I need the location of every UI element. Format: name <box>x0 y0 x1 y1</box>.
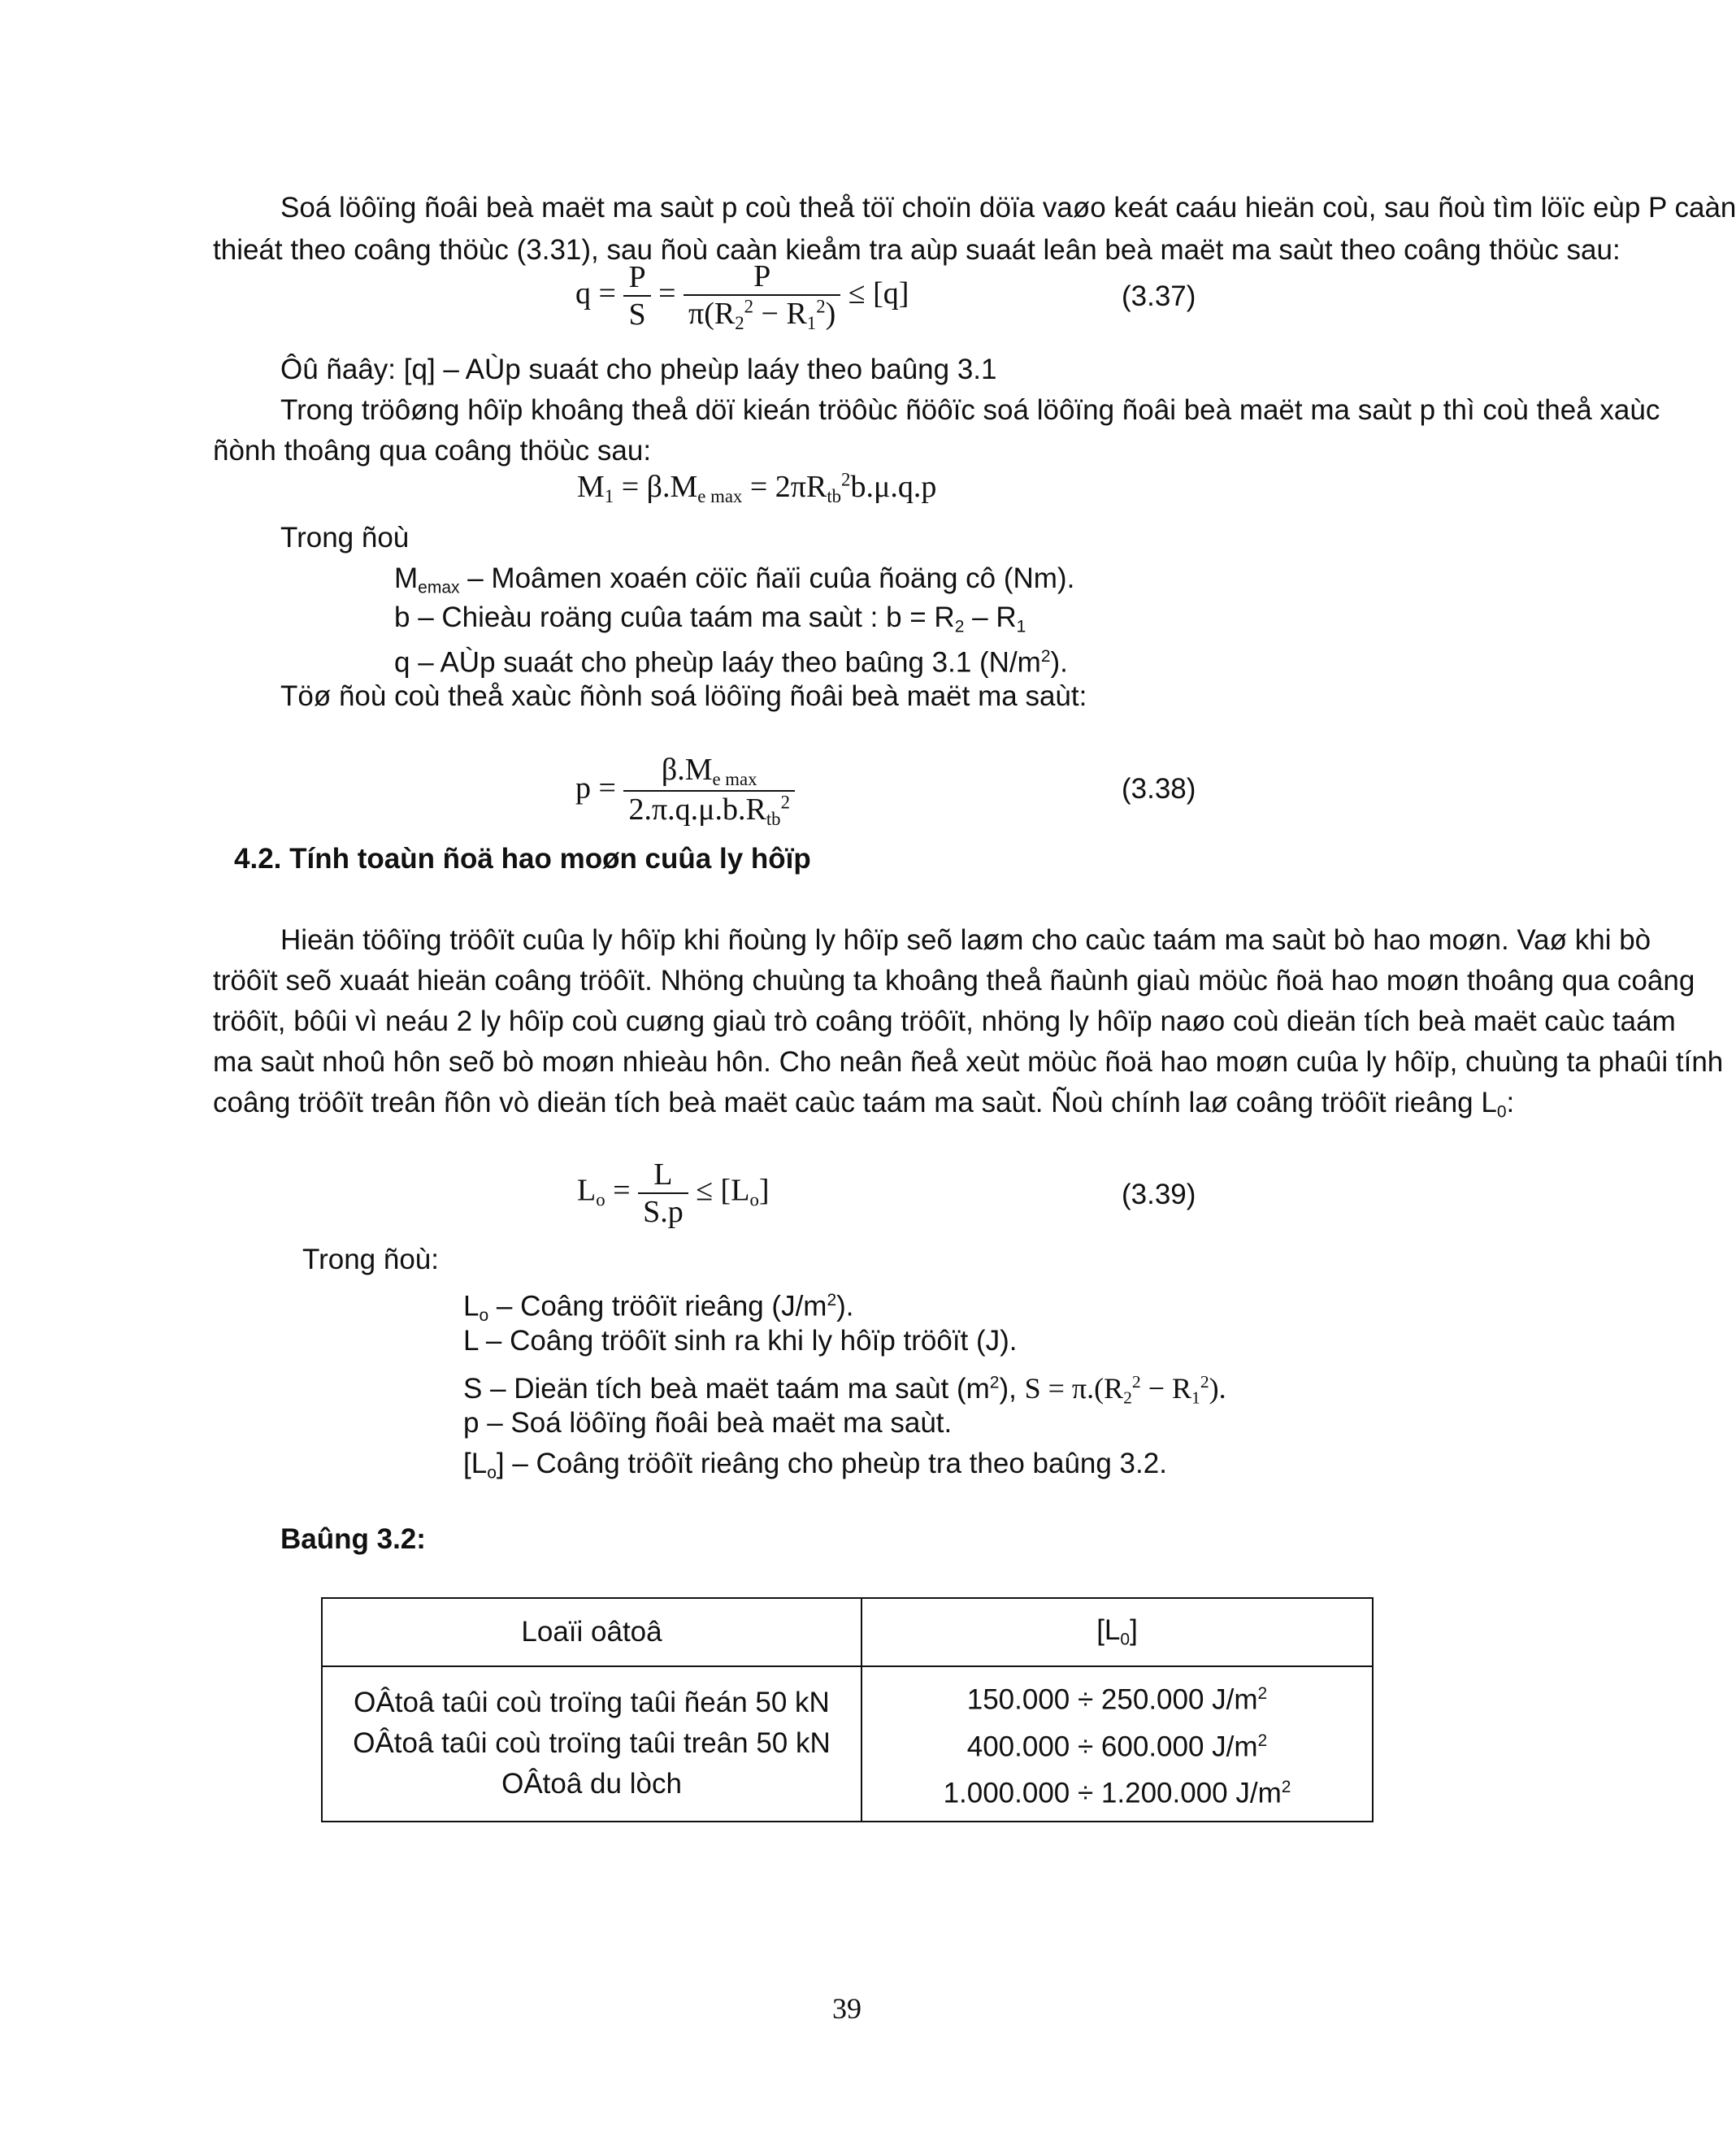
def-memax: $M_{emax}$ – Moâmen xoaén cöïc ñaïi cuûa ñoäng cô (Nm). <box>394 562 1075 597</box>
def-lo-allowable: $[L_o]$ – Coâng tröôït rieâng cho pheùp tra theo baûng 3.2. <box>463 1448 1167 1483</box>
where-q-definition: Ôû ñaây: [q] – AÙp suaát cho pheùp laáy theo baûng 3.1 <box>280 354 997 385</box>
trong-do-1: Trong ñoù <box>280 522 410 554</box>
def-p: p – Soá löôïng ñoâi beà maët ma saùt. <box>463 1407 953 1439</box>
table-caption: Baûng 3.2: <box>280 1523 426 1555</box>
vehicle-type-cell <box>322 1666 861 1822</box>
equation-3-37: q = $\frac{P}{S}$ = $\frac{P}{\pi(R_2^2 - R_1^2)}$ ≤ [q] <box>575 259 909 333</box>
def-l0: $L_o$ – Coâng tröôït rieâng $(J/m^2)$. <box>463 1290 854 1325</box>
equation-m1: $M_1 = \beta.M_{e max} = 2\pi R_{tb}^2b.\mu.q.p$ <box>577 469 937 506</box>
para3-line3: tröôït, bôûi vì neáu 2 ly hôïp coù cuøng giaù trò coâng tröôït, nhöng ly hôïp naøo coù dieän tích beà maët caùc taám <box>213 1005 1676 1037</box>
def-q: q – AÙp suaát cho pheùp laáy theo baûng 3.1 $(N/m^2)$. <box>394 646 1068 679</box>
para3-line5: coâng tröôït treân ñôn vò dieän tích beà maët caùc taám ma saùt. Ñoù chính laø coâng tröôït rieâng $L_0$: <box>213 1087 1515 1122</box>
para2-line1: Trong tröôøng hôïp khoâng theå döï kieán tröôùc ñöôïc soá löôïng ñoâi beà maët ma saùt p thì coù theå xaùc <box>280 394 1660 426</box>
para2-line2: ñònh thoâng qua coâng thöùc sau: <box>213 435 652 467</box>
table-header-row <box>322 1598 1373 1666</box>
para1-line2: thieát theo coâng thöùc (3.31), sau ñoù caàn kieåm tra aùp suaát leân beà maët ma saùt theo coâng thöùc sau: <box>213 234 1621 266</box>
from-there-line: Töø ñoù coù theå xaùc ñònh soá löôïng ñoâi beà maët ma saùt: <box>280 680 1087 712</box>
equation-number-3-37: (3.37) <box>1122 280 1196 312</box>
para1-line1: Soá löôïng ñoâi beà maët ma saùt p coù theå töï choïn döïa vaøo keát caáu hieän coù, sau ñoù tìm löïc eùp P caàn <box>280 192 1736 224</box>
l0-value-cell <box>861 1666 1373 1822</box>
section-heading-4-2: 4.2. Tính toaùn ñoä hao moøn cuûa ly hôïp <box>234 843 811 875</box>
equation-3-39: $L_o$ = $\frac{L}{S.p}$ ≤ $[L_o]$ <box>577 1157 770 1229</box>
para3-line1: Hieän töôïng tröôït cuûa ly hôïp khi ñoùng ly hôïp seõ laøm cho caùc taám ma saùt bò hao moøn. Vaø khi bò <box>280 924 1651 956</box>
table-body-row <box>322 1666 1373 1822</box>
table-row: 1.000.000 ÷ 1.200.000 $J/m^2$ <box>943 1777 1291 1809</box>
equation-number-3-39: (3.39) <box>1122 1179 1196 1210</box>
def-l: L – Coâng tröôït sinh ra khi ly hôïp tröôït (J). <box>463 1325 1018 1357</box>
trong-do-2: Trong ñoù: <box>302 1244 439 1275</box>
def-s: S – Dieän tích beà maët taám ma saùt $(m^2)$, $S = \pi.(R_2^2 - R_1^2)$. <box>463 1371 1226 1408</box>
header-vehicle-type: Loaïi oâtoâ <box>322 1598 861 1666</box>
para3-line2: tröôït seõ xuaát hieän coâng tröôït. Nhöng chuùng ta khoâng theå ñaùnh giaù möùc ñoä hao moøn thoâng qua coâng <box>213 965 1695 997</box>
para3-line4: ma saùt nhoû hôn seõ bò moøn nhieàu hôn. Cho neân ñeå xeùt möùc ñoä hao moøn cuûa ly hôïp, chuùng ta phaûi tính <box>213 1046 1724 1078</box>
equation-number-3-38: (3.38) <box>1122 773 1196 805</box>
table-row: OÂtoâ taûi coù troïng taûi treân 50 kN <box>353 1727 831 1760</box>
table-row: 400.000 ÷ 600.000 $J/m^2$ <box>966 1731 1268 1763</box>
def-b: b – Chieàu roäng cuûa taám ma saùt : $b = R_2 - R_1$ <box>394 601 1026 636</box>
table-3-2 <box>321 1597 1374 1822</box>
table-row: OÂtoâ taûi coù troïng taûi ñeán 50 kN <box>354 1687 830 1719</box>
table-row: OÂtoâ du lòch <box>501 1768 682 1800</box>
header-l0: $[L_0]$ <box>861 1598 1373 1666</box>
page-number: 39 <box>832 1992 861 2025</box>
equation-3-38: p = $\frac{\beta.M_{e max}}{2.\pi.q.\mu.b.R_{tb}^2}$ <box>575 752 795 830</box>
table-row: 150.000 ÷ 250.000 $J/m^2$ <box>966 1683 1268 1716</box>
